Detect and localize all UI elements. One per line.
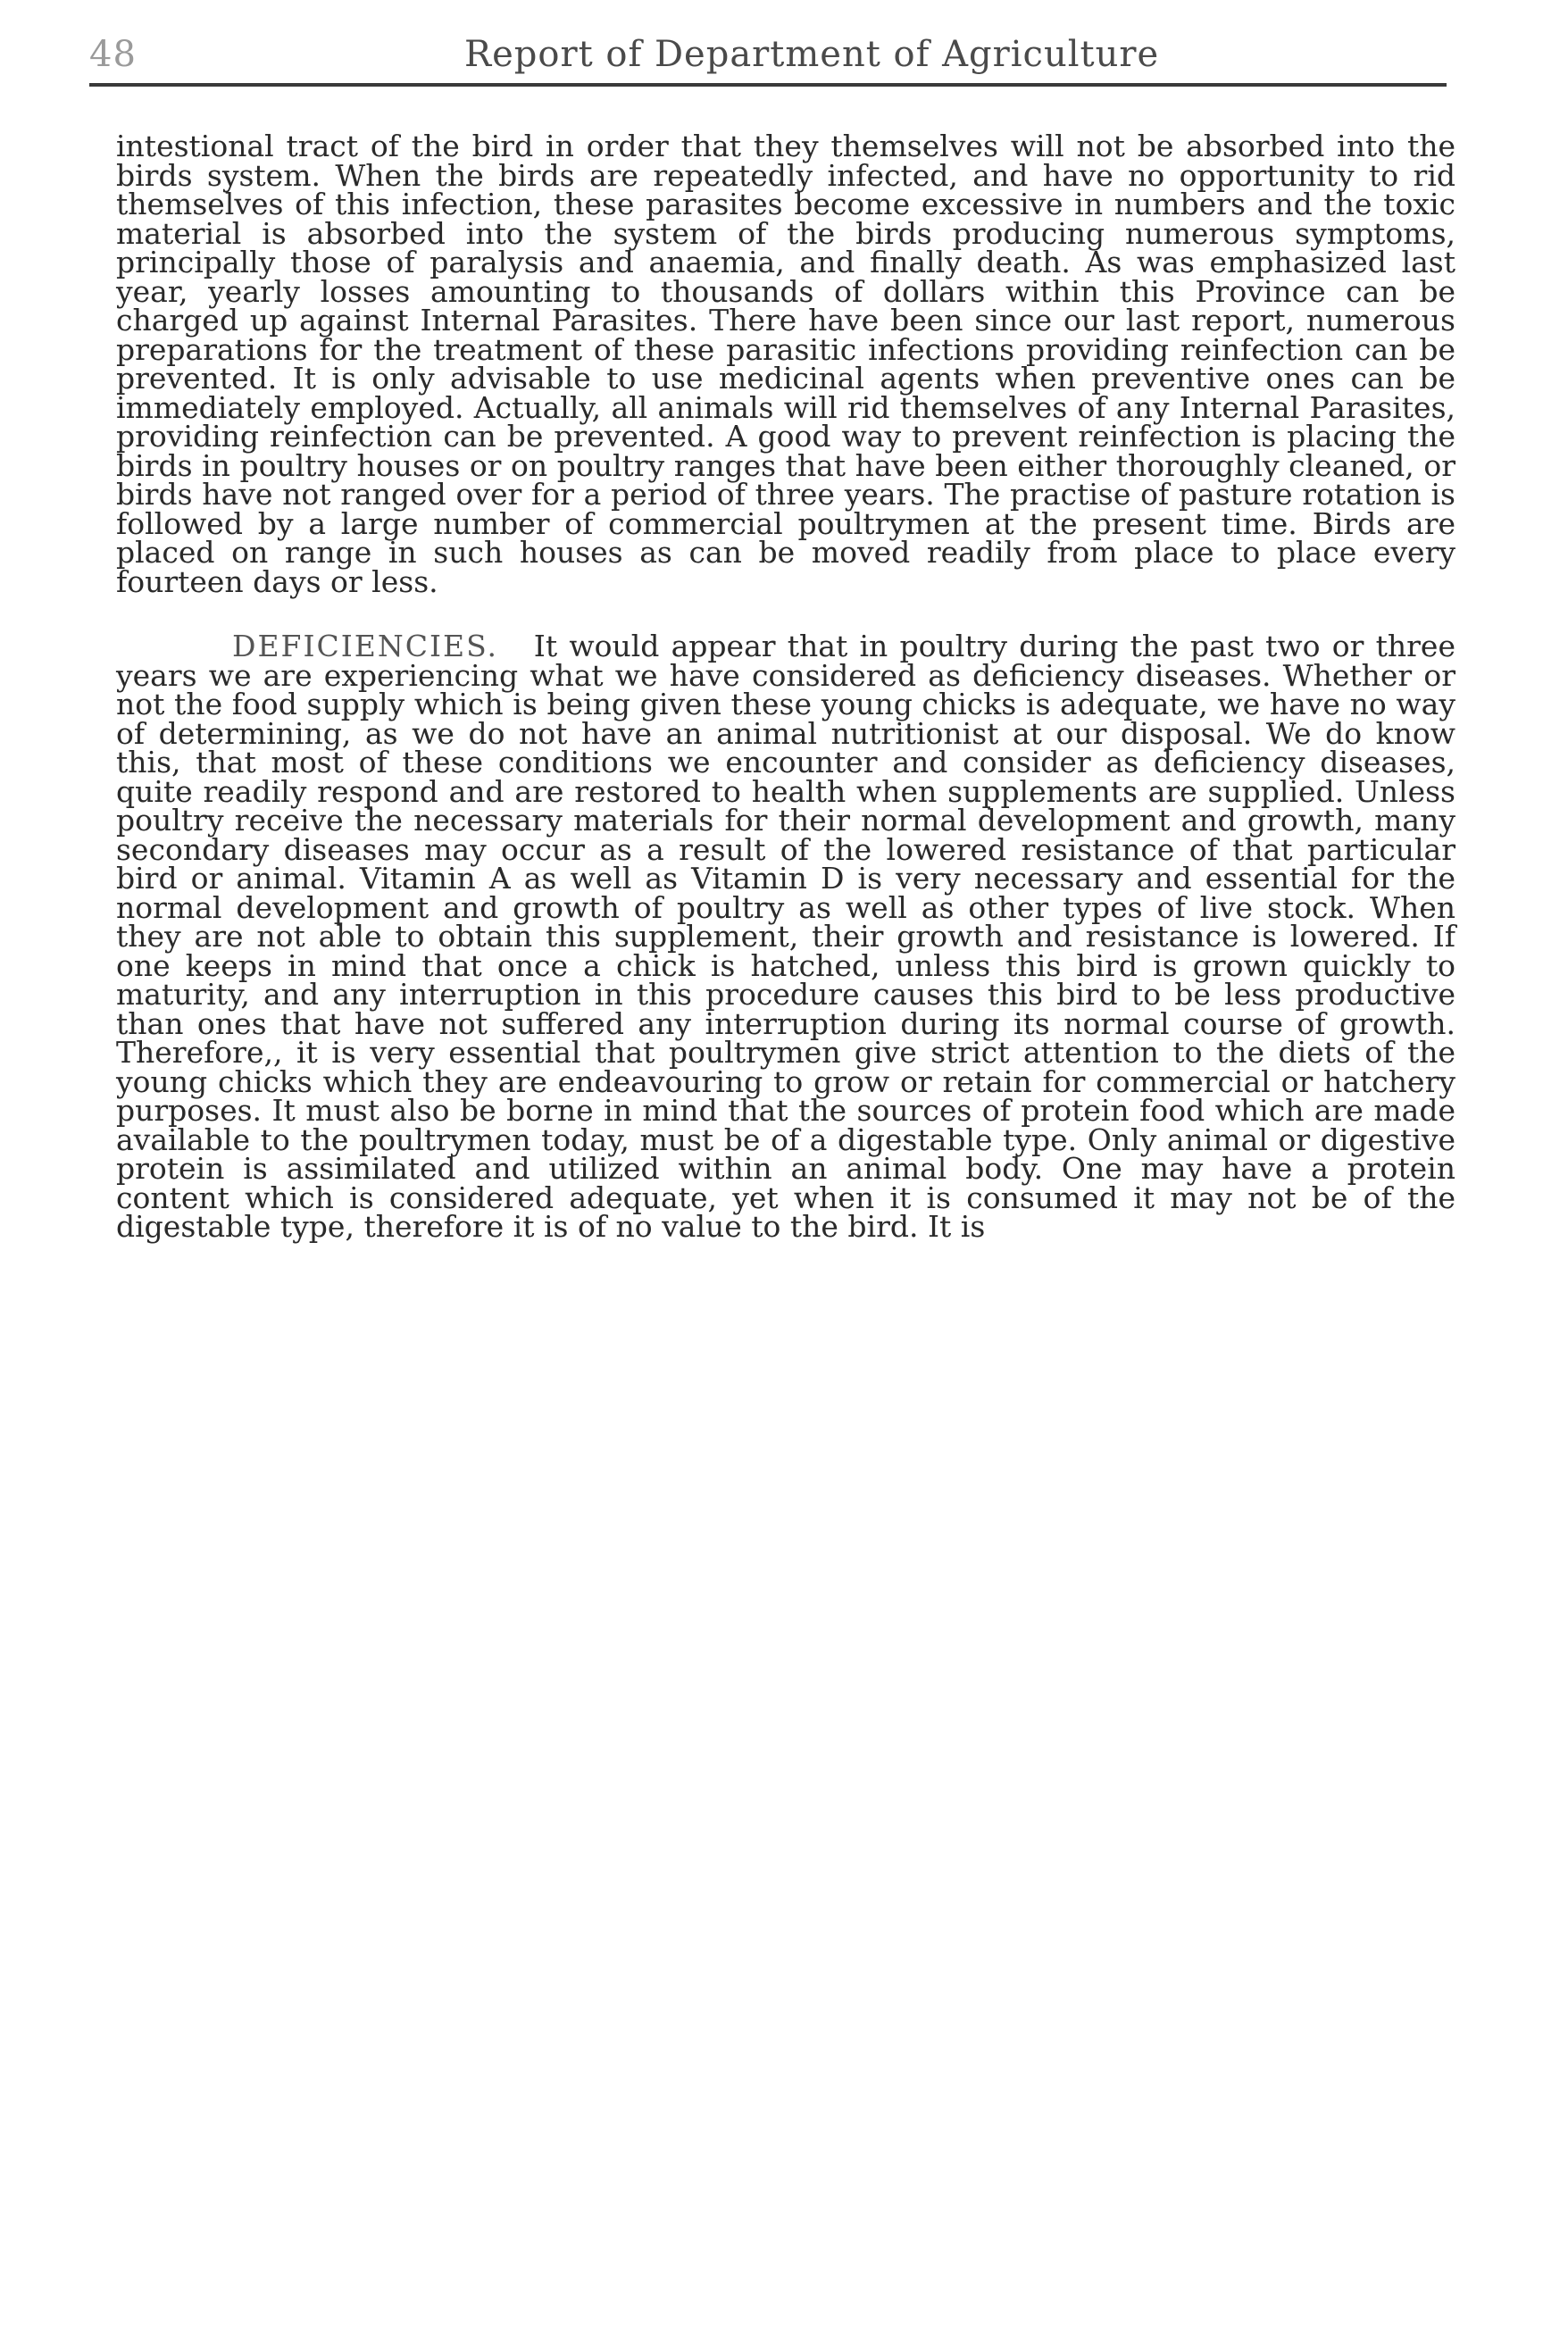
paragraph-deficiencies-text: It would appear that in poultry during the past two or three years we are experiencing what we have considered as deficiency diseases. Whether or not the food supply which is being given these young chicks is adequate, we have no way of determining, as we do not have an animal nutritionist at our disposal. We do know this, that most of these conditions we encounter and consider as deficiency diseases, quite readily respond and are restored to health when supplements are supplied. Unless poultry receive the necessary materials for their normal development and growth, many secondary diseases may occur as a result of the lowered resistance of that particular bird or animal. Vitamin A as well as Vitamin D is very necessary and essential for the normal development and growth of poultry as well as other types of live stock. When they are not able to obtain this supplement, their growth and resistance is lowered. If one keeps in mind that once a chick is hatched, unless this bird is grown quickly to maturity, and any interruption in this procedure causes this bird to be less productive than ones that have not suffered any interruption during its normal course of growth. Therefore,, it is very essential that poultrymen give strict attention to the diets of the young chicks which they are endeavouring to grow or retain for commercial or hatchery purposes. It must also be borne in mind that the sources of protein food which are made available to the poultrymen today, must be of a digestable type. Only animal or digestive protein is assimilated and utilized within an animal body. One may have a protein content which is considered adequate, yet when it is consumed it may not be of the digestable type, therefore it is of no value to the bird. It is — [116, 629, 1455, 1244]
header-rule — [89, 83, 1447, 87]
page-header — [89, 27, 1447, 80]
section-heading-deficiencies: DEFICIENCIES. — [232, 629, 499, 663]
paragraph-deficiencies — [116, 629, 1455, 1244]
paragraph-parasites: intestional tract of the bird in order that they themselves will not be absorbed into the birds system. When the birds are repeatedly infected, and have no opportunity to rid themselves of this infection, these parasites become excessive in numbers and the toxic material is absorbed into the system of the birds producing numerous symptoms, principally those of paralysis and anaemia, and finally death. As was emphasized last year, yearly losses amounting to thousands of dollars within this Province can be charged up against Internal Parasites. There have been since our last report, numerous preparations for the treatment of these parasitic infections providing reinfection can be prevented. It is only advisable to use medicinal agents when preventive ones can be immediately employed. Actually, all animals will rid themselves of any Internal Parasites, providing reinfection can be prevented. A good way to prevent reinfection is placing the birds in poultry houses or on poultry ranges that have been either thoroughly cleaned, or birds have not ranged over for a period of three years. The practise of pasture rotation is followed by a large number of commercial poultrymen at the present time. Birds are placed on range in such houses as can be moved readily from place to place every fourteen days or less. — [116, 129, 1455, 599]
running-title: Report of Department of Agriculture — [464, 34, 1160, 75]
body-text — [116, 129, 1455, 1244]
page-number: 48 — [89, 34, 137, 75]
